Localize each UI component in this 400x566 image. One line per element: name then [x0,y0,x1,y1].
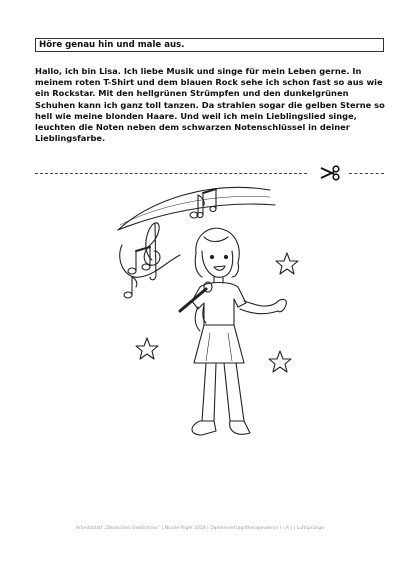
music-ribbon [118,187,275,277]
music-note-icon [197,189,216,218]
singing-girl-illustration [110,185,310,475]
music-note-icon [124,277,137,298]
girl-figure [180,228,286,435]
scissors-icon [319,165,341,181]
star-icon [276,253,298,274]
treble-clef-icon [144,223,160,280]
instruction-text: Höre genau hin und male aus. [39,40,185,50]
instruction-box [35,38,384,52]
star-icon [269,351,291,372]
cut-line [35,167,384,181]
dashed-line-right [349,173,384,174]
footer-credit: Arbeitsblatt „Deutsches Gedächtnis“ | Nicole Fligel 2018 | Diplomvertragstherapeutenin ( i.A ) | Luftsprünge [75,526,325,531]
dashed-line-left [35,173,307,174]
star-icon [136,338,158,359]
story-paragraph: Hallo, ich bin Lisa. Ich liebe Musik und singe für mein Leben gerne. In meinem roten T-Shirt und dem blauen Rock sehe ich schon fast so aus wie ein Rockstar. Mit den hellgrünen Strümpfen und den dunkelgrünen Schuhen kann ich ganz toll tanzen. Da strahlen sogar die gelben Sterne so hell wie meine blonden Haare. Und weil ich mein Lieblingslied singe, leuchten die Noten neben dem schwarzen Notenschlüssel in deiner Lieblingsfarbe. [35,66,385,144]
